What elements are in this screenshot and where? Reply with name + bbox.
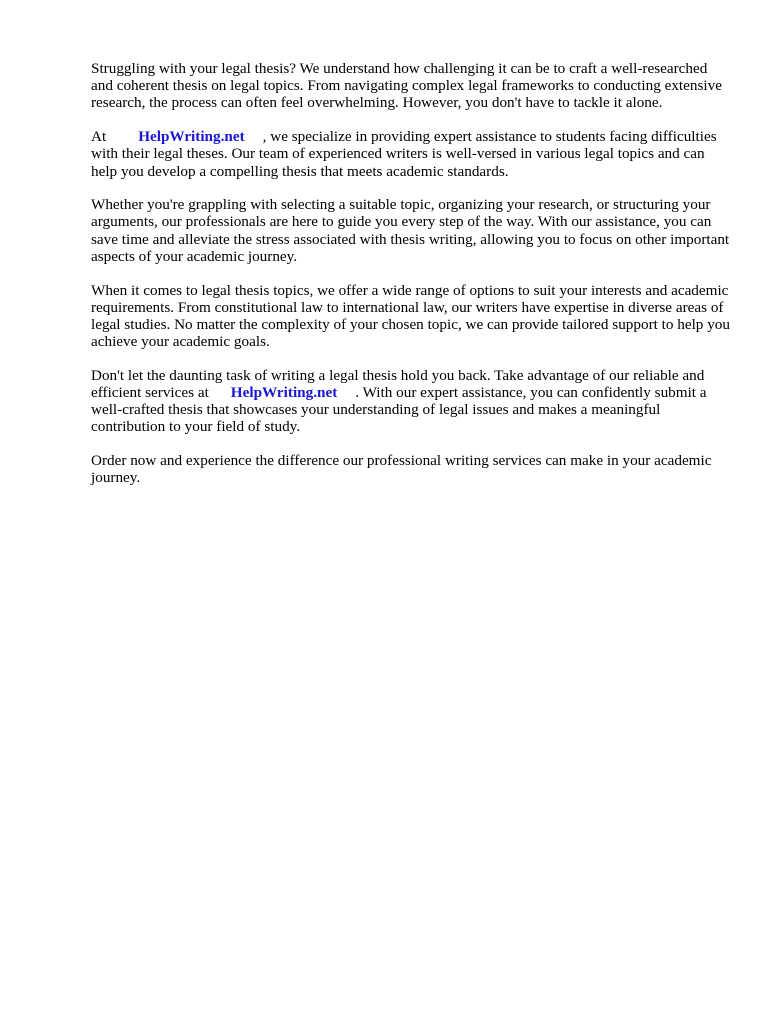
helpwriting-link[interactable]: HelpWriting.net bbox=[138, 128, 245, 146]
paragraph-cta-prefix: Don't let the daunting task of writing a legal thesis hold you back. Take advantage of our reliable and efficient services at bbox=[91, 366, 705, 402]
paragraph-service bbox=[91, 128, 731, 180]
helpwriting-link-2[interactable]: HelpWriting.net bbox=[230, 384, 338, 402]
paragraph-call-to-action bbox=[91, 367, 731, 436]
paragraph-service-prefix: At bbox=[91, 128, 107, 146]
paragraph-order: Order now and experience the difference our professional writing services can make in your academic journey. bbox=[91, 452, 712, 487]
paragraph-service-suffix: , we specialize in providing expert assistance to students facing difficulties with their legal theses. Our team of experienced writers is well-versed in various legal topics and can help you develop a compelling thesis that meets academic standards. bbox=[91, 128, 717, 180]
paragraph-guidance: Whether you're grappling with selecting a suitable topic, organizing your research, or structuring your arguments, our professionals are here to guide you every step of the way. With our assistance, you can save time and alleviate the stress associated with thesis writing, allowing you to focus on other important aspects of your academic journey. bbox=[91, 196, 730, 265]
document-body bbox=[91, 60, 731, 503]
paragraph-topics: When it comes to legal thesis topics, we offer a wide range of options to suit your interests and academic requirements. From constitutional law to international law, our writers have expertise in diverse areas of legal studies. No matter the complexity of your chosen topic, we can provide tailored support to help you achieve your academic goals. bbox=[91, 281, 730, 351]
paragraph-cta-suffix: . With our expert assistance, you can confidently submit a well-crafted thesis that showcases your understanding of legal issues and makes a meaningful contribution to your field of study. bbox=[91, 384, 707, 436]
paragraph-intro: Struggling with your legal thesis? We understand how challenging it can be to craft a well-researched and coherent thesis on legal topics. From navigating complex legal frameworks to conducting extensive research, the process can often feel overwhelming. However, you don't have to tackle it alone. bbox=[91, 60, 722, 112]
